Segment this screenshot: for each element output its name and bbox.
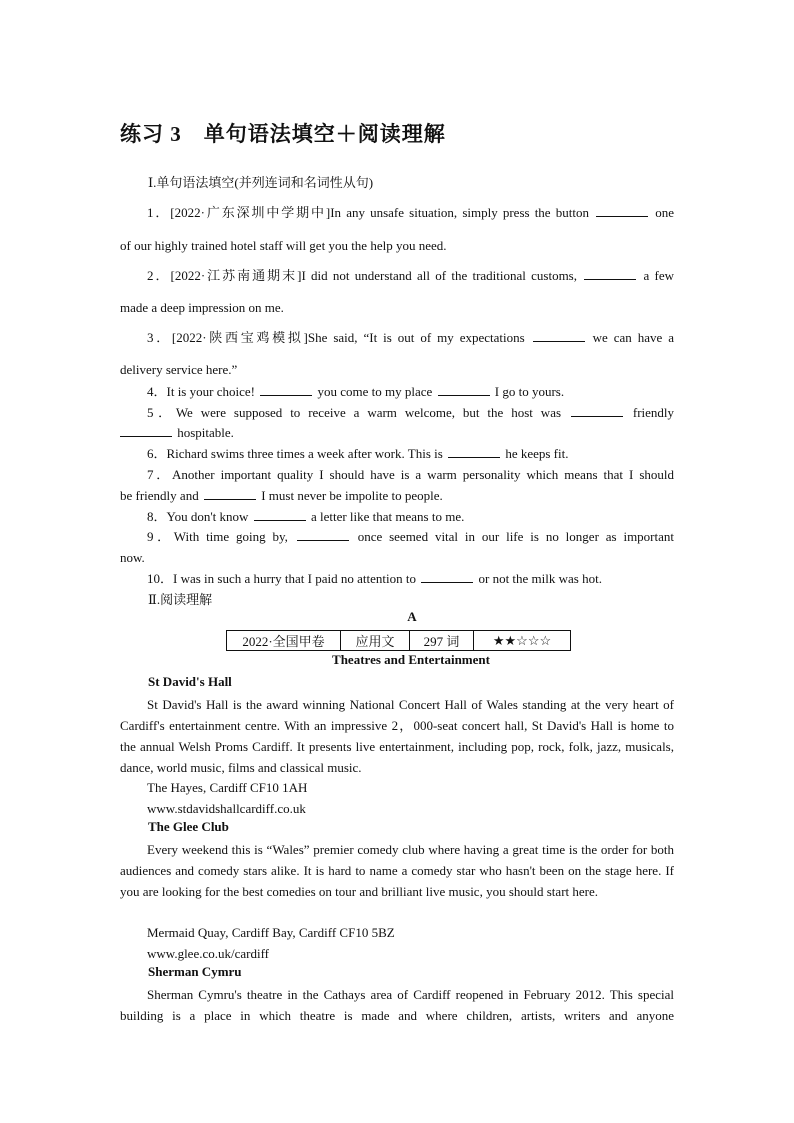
venue-1-website: www.stdavidshallcardiff.co.uk bbox=[147, 801, 306, 816]
exercise-number: 练习 3 bbox=[120, 122, 182, 146]
venue-1-body: St David's Hall is the award winning National Concert Hall of Wales standing at the very heart of Cardiff's entertainment centre. With an impressive 2，000-seat concert hall, St David's Hall is home to the annual Welsh Proms Cardiff. It presents live entertainment, including pop, rock, folk, jazz, musicals, dance, world music, films and classical music. bbox=[120, 697, 674, 775]
answer-blank[interactable] bbox=[297, 529, 349, 541]
question-10: 10．I was in such a hurry that I paid no attention to or not the milk was hot. bbox=[147, 571, 602, 586]
answer-blank[interactable] bbox=[584, 268, 636, 280]
venue-3-body: Sherman Cymru's theatre in the Cathays area of Cardiff reopened in February 2012. This special building is a place in which theatre is made and where children, artists, writers and anyone bbox=[120, 987, 674, 1023]
question-4: 4．It is your choice! you come to my place I go to yours. bbox=[147, 384, 565, 399]
answer-blank[interactable] bbox=[596, 205, 648, 217]
venue-2-body: Every weekend this is “Wales” premier comedy club where having a great time is the order for both audiences and comedy stars alike. It is hard to name a comedy star who hasn't been on the stage here. If you are looking for the best comedies on tour and brilliant live music, you should start here. bbox=[120, 842, 674, 899]
question-9-line1: 9．With time going by, once seemed vital in our life is no longer as important bbox=[147, 529, 675, 544]
venue-3-name: Sherman Cymru bbox=[148, 964, 242, 979]
exercise-title: 单句语法填空＋阅读理解 bbox=[203, 122, 446, 146]
passage-info-table bbox=[226, 630, 571, 651]
question-8: 8．You don't know a letter like that means to me. bbox=[147, 509, 465, 524]
question-3-line2: delivery service here.” bbox=[120, 362, 238, 377]
page-title bbox=[120, 118, 446, 148]
passage-label: A bbox=[407, 609, 417, 624]
info-difficulty: ★★☆☆☆ bbox=[474, 631, 571, 651]
answer-blank[interactable] bbox=[421, 571, 473, 583]
venue-2-name: The Glee Club bbox=[148, 819, 229, 834]
question-5-line1: 5．We were supposed to receive a warm welcome, but the host was friendly bbox=[147, 405, 675, 420]
venue-2-address: Mermaid Quay, Cardiff Bay, Cardiff CF10 5BZ bbox=[147, 925, 395, 940]
question-6: 6．Richard swims three times a week after work. This is he keeps fit. bbox=[147, 446, 569, 461]
info-source: 2022·全国甲卷 bbox=[227, 631, 341, 651]
passage-title: Theatres and Entertainment bbox=[332, 652, 490, 667]
answer-blank[interactable] bbox=[260, 384, 312, 396]
question-2-line2: made a deep impression on me. bbox=[120, 300, 284, 315]
question-1-line1: 1．[2022·广东深圳中学期中]In any unsafe situation, simply press the button one bbox=[147, 205, 675, 220]
info-genre: 应用文 bbox=[341, 631, 410, 651]
answer-blank[interactable] bbox=[204, 488, 256, 500]
venue-2-website: www.glee.co.uk/cardiff bbox=[147, 946, 270, 961]
question-5-line2: hospitable. bbox=[120, 422, 674, 443]
question-2-line1: 2．[2022·江苏南通期末]I did not understand all of the traditional customs, a few bbox=[147, 268, 675, 283]
question-7-line1: 7．Another important quality I should have is a warm personality which means that I should bbox=[147, 467, 674, 482]
section1-heading: Ⅰ.单句语法填空(并列连词和名词性从句) bbox=[148, 175, 374, 190]
question-3-line1: 3．[2022·陕西宝鸡模拟]She said, “It is out of my expectations we can have a bbox=[147, 330, 675, 345]
answer-blank[interactable] bbox=[533, 330, 585, 342]
question-1-line2: of our highly trained hotel staff will get you the help you need. bbox=[120, 238, 447, 253]
info-words: 297 词 bbox=[410, 631, 474, 651]
answer-blank[interactable] bbox=[438, 384, 490, 396]
question-7-line2: be friendly and I must never be impolite to people. bbox=[120, 488, 443, 503]
venue-1-address: The Hayes, Cardiff CF10 1AH bbox=[147, 780, 308, 795]
venue-1-name: St David's Hall bbox=[148, 674, 232, 689]
answer-blank[interactable] bbox=[448, 446, 500, 458]
answer-blank[interactable] bbox=[254, 509, 306, 521]
section2-heading: Ⅱ.阅读理解 bbox=[148, 592, 213, 607]
answer-blank[interactable] bbox=[120, 425, 172, 437]
answer-blank[interactable] bbox=[571, 405, 623, 417]
question-9-line2: now. bbox=[120, 550, 145, 565]
